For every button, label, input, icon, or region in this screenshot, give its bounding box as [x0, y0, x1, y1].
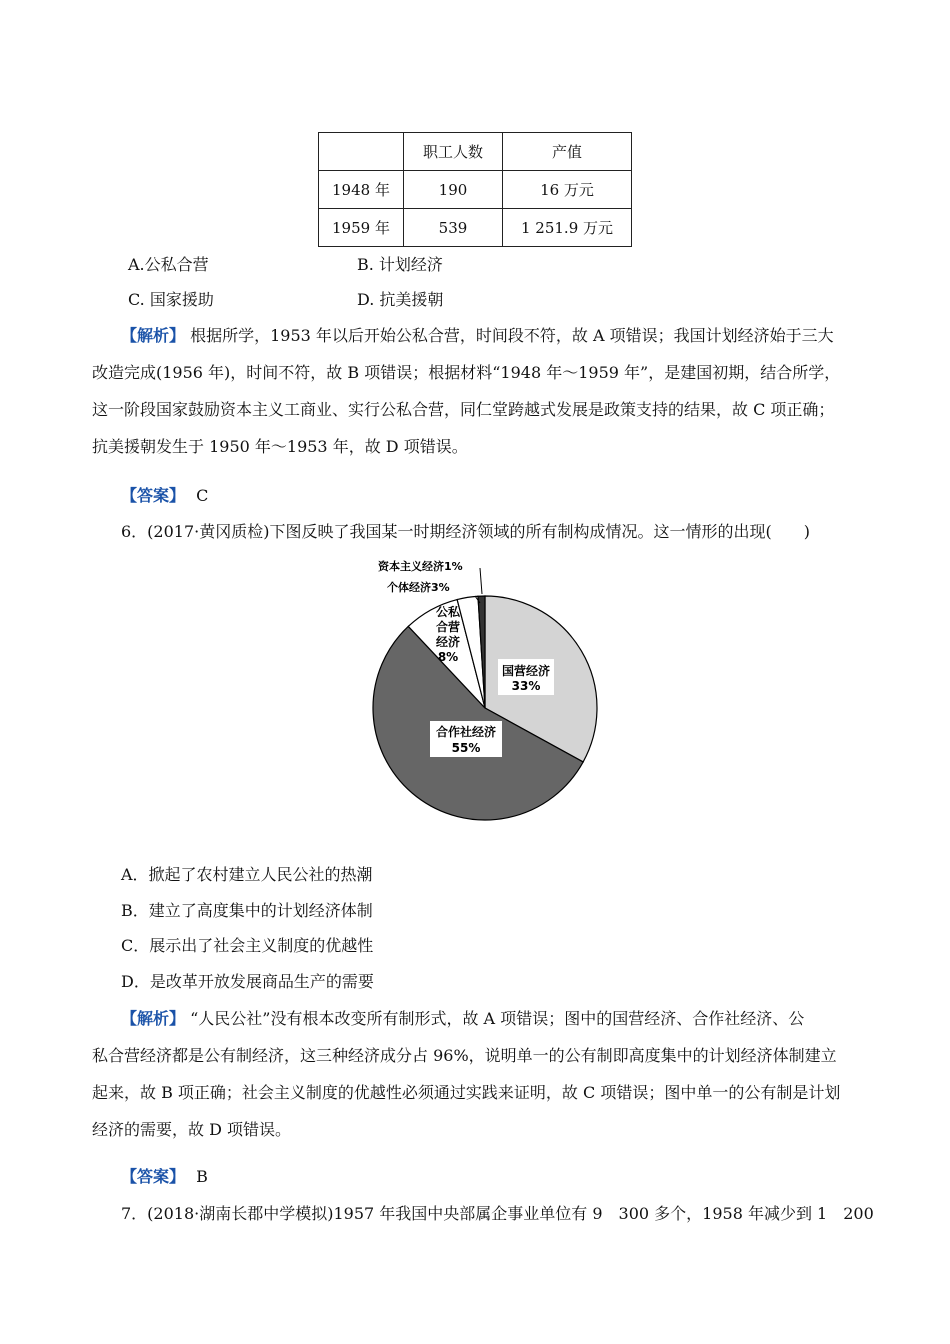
analysis-line: “人民公社”没有根本改变所有制形式，故 A 项错误；图中的国营经济、合作社经济、公	[190, 1009, 805, 1028]
label-state-pct: 33%	[511, 679, 541, 693]
analysis-tag: 【解析】	[121, 1009, 186, 1028]
label-jointventure-pct: 8%	[437, 650, 459, 664]
table-header-cell: 产值	[503, 133, 632, 171]
table-cell: 1959 年	[319, 209, 404, 247]
q6-option-a: A．掀起了农村建立人民公社的热潮	[121, 865, 373, 884]
label-jointventure-2: 合营	[435, 620, 461, 634]
table-cell: 1 251.9 万元	[503, 209, 632, 247]
data-table	[318, 132, 632, 247]
leader-line	[480, 568, 482, 594]
ownership-pie-chart	[360, 558, 620, 828]
table-cell: 1948 年	[319, 171, 404, 209]
table-header-cell: 职工人数	[404, 133, 503, 171]
q7-stem: 7．(2018·湖南长郡中学模拟)1957 年我国中央部属企事业单位有 9 300 多个，1958 年减少到 1 200	[121, 1204, 874, 1223]
analysis-line: 起来，故 B 项正确；社会主义制度的优越性必须通过实践来证明，故 C 项错误；图中单一的公有制是计划	[92, 1083, 841, 1102]
table-cell: 16 万元	[503, 171, 632, 209]
table-row	[319, 209, 632, 247]
analysis-line: 私合营经济都是公有制经济，这三种经济成分占 96%，说明单一的公有制即高度集中的计划经济体制建立	[92, 1046, 837, 1065]
label-cooperative-pct: 55%	[451, 741, 481, 755]
table-cell: 539	[404, 209, 503, 247]
table-row	[319, 171, 632, 209]
analysis-line: 抗美援朝发生于 1950 年～1953 年，故 D 项错误。	[92, 437, 468, 456]
q6-answer	[121, 1164, 208, 1187]
label-cooperative: 合作社经济	[435, 725, 497, 739]
table-header-cell	[319, 133, 404, 171]
q6-option-b: B．建立了高度集中的计划经济体制	[121, 901, 373, 920]
q6-stem: 6．(2017·黄冈质检)下图反映了我国某一时期经济领域的所有制构成情况。这一情形的出现( )	[121, 522, 810, 541]
q6-option-d: D．是改革开放发展商品生产的需要	[121, 972, 374, 991]
table-header-row	[319, 133, 632, 171]
q5-option-c: C. 国家援助	[128, 290, 214, 309]
q6-option-c: C．展示出了社会主义制度的优越性	[121, 936, 374, 955]
label-state: 国营经济	[501, 664, 551, 678]
answer-tag: 【答案】	[121, 1167, 186, 1186]
q5-answer	[121, 483, 208, 506]
answer-tag: 【答案】	[121, 486, 186, 505]
label-jointventure-3: 经济	[435, 635, 461, 649]
q5-option-b: B. 计划经济	[357, 255, 443, 274]
q5-option-a: A.公私合营	[128, 255, 209, 274]
analysis-tag: 【解析】	[121, 326, 186, 345]
analysis-line: 改造完成(1956 年)，时间不符，故 B 项错误；根据材料“1948 年～1959 年”，是建国初期，结合所学，	[92, 363, 841, 382]
label-jointventure-1: 公私	[435, 605, 461, 619]
table-cell: 190	[404, 171, 503, 209]
label-capitalist: 资本主义经济1%	[378, 560, 463, 573]
q6-analysis	[92, 1000, 862, 1148]
answer-value: B	[196, 1167, 208, 1186]
label-individual: 个体经济3%	[387, 581, 450, 594]
analysis-line: 经济的需要，故 D 项错误。	[92, 1120, 292, 1139]
answer-value: C	[196, 486, 209, 505]
analysis-line: 根据所学，1953 年以后开始公私合营，时间段不符，故 A 项错误；我国计划经济始于三大	[190, 326, 834, 345]
analysis-line: 这一阶段国家鼓励资本主义工商业、实行公私合营，同仁堂跨越式发展是政策支持的结果，故 C 项正确；	[92, 400, 835, 419]
q5-option-d: D. 抗美援朝	[357, 290, 444, 309]
q5-analysis	[92, 317, 862, 465]
